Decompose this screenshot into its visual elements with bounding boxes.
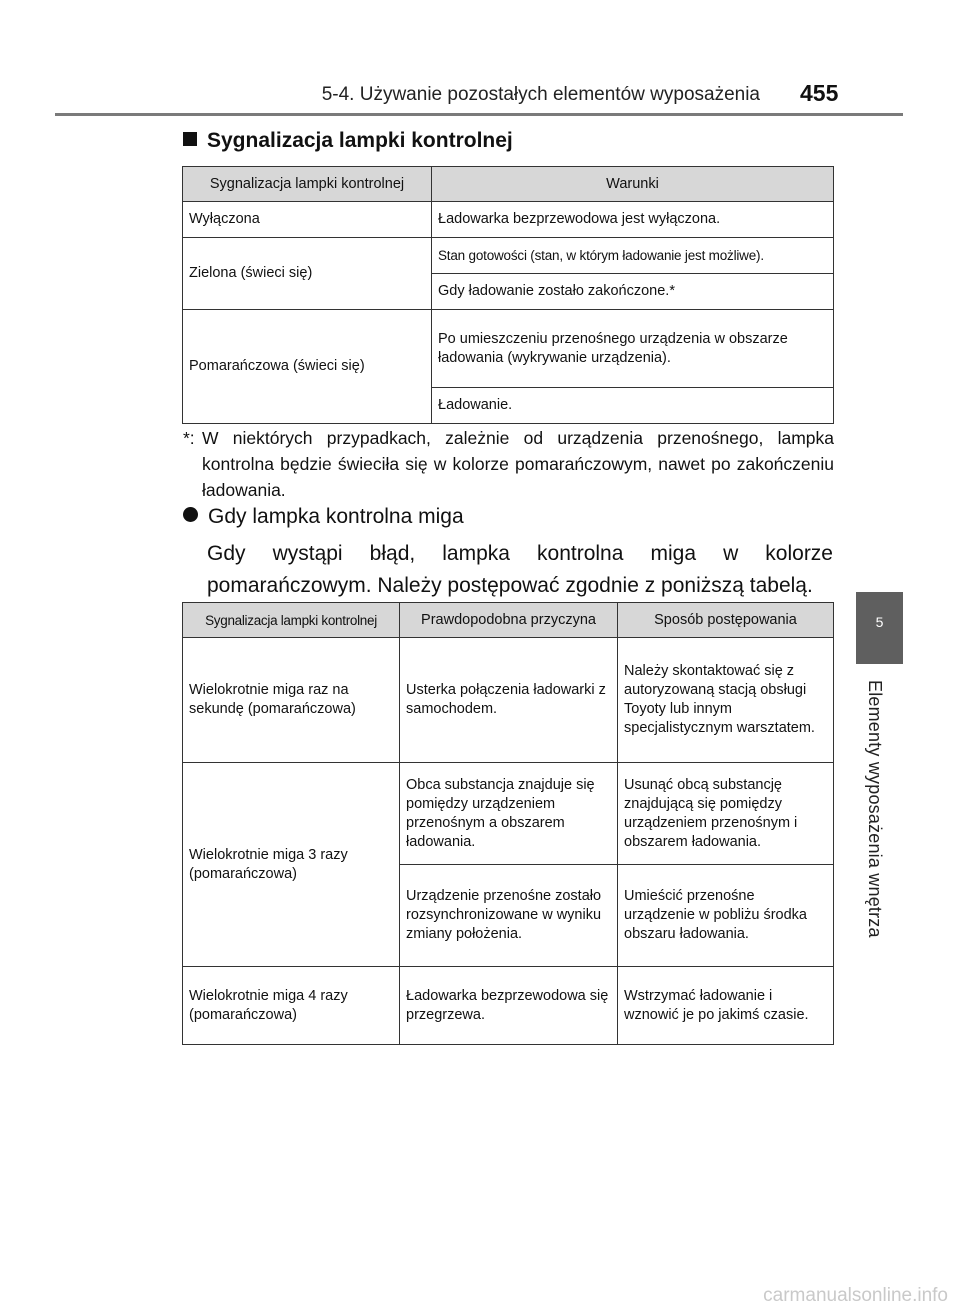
section-title-text: Sygnalizacja lampki kontrolnej	[207, 129, 513, 152]
bullet-heading-text: Gdy lampka kontrolna miga	[208, 505, 464, 528]
signal-cell: Wielokrotnie miga 4 razy (pomarańczowa)	[183, 967, 400, 1045]
condition-cell: Ładowanie.	[432, 388, 834, 424]
table-row	[183, 238, 834, 274]
condition-cell: Ładowarka bezprzewodowa jest wyłączona.	[432, 202, 834, 238]
cause-cell: Urządzenie przenośne zostało rozsynchronizowane w wyniku zmiany położenia.	[400, 865, 618, 967]
table-row	[183, 967, 834, 1045]
condition-cell: Stan gotowości (stan, w którym ładowanie jest możliwe).	[432, 238, 834, 274]
action-cell: Umieścić przenośne urządzenie w pobliżu środka obszaru ładowania.	[618, 865, 834, 967]
watermark: carmanualsonline.info	[763, 1285, 948, 1306]
signal-cell: Zielona (świeci się)	[183, 238, 432, 310]
action-cell: Należy skontaktować się z autoryzowaną stacją obsługi Toyoty lub innym specjalistycznym warsztatem.	[618, 638, 834, 763]
table-header-row	[183, 167, 834, 202]
section-title	[183, 129, 513, 153]
action-cell: Usunąć obcą substancję znajdującą się pomiędzy urządzeniem przenośnym i obszarem ładowania.	[618, 763, 834, 865]
circle-bullet-icon	[183, 507, 198, 522]
cause-cell: Ładowarka bezprzewodowa się przegrzewa.	[400, 967, 618, 1045]
column-header: Warunki	[432, 167, 834, 202]
bullet-heading	[183, 505, 464, 529]
column-header: Sygnalizacja lampki kontrolnej	[183, 603, 400, 638]
condition-cell: Gdy ładowanie zostało zakończone.*	[432, 274, 834, 310]
column-header: Sygnalizacja lampki kontrolnej	[183, 167, 432, 202]
cause-cell: Usterka połączenia ładowarki z samochodem.	[400, 638, 618, 763]
table-row	[183, 202, 834, 238]
square-bullet-icon	[183, 132, 197, 146]
table-header-row	[183, 603, 834, 638]
bullet-paragraph: Gdy wystąpi błąd, lampka kontrolna miga w kolorze pomarańczowym. Należy postępować zgodnie z poniższą tabelą.	[207, 542, 833, 597]
footnote-text: W niektórych przypadkach, zależnie od urządzenia przenośnego, lampka kontrolna będzie świeciła się w kolorze pomarańczowym, nawet po zakończeniu ładowania.	[202, 428, 834, 500]
signal-cell: Wyłączona	[183, 202, 432, 238]
page-number: 455	[800, 80, 839, 106]
table-row	[183, 638, 834, 763]
table-row	[183, 310, 834, 388]
signal-cell: Wielokrotnie miga 3 razy (pomarańczowa)	[183, 763, 400, 967]
condition-cell: Po umieszczeniu przenośnego urządzenia w obszarze ładowania (wykrywanie urządzenia).	[432, 310, 834, 388]
header-divider	[55, 113, 903, 116]
footnote	[183, 425, 834, 503]
table-row	[183, 763, 834, 865]
column-header: Prawdopodobna przyczyna	[400, 603, 618, 638]
cause-cell: Obca substancja znajduje się pomiędzy urządzeniem przenośnym a obszarem ładowania.	[400, 763, 618, 865]
chapter-tab: 5	[856, 592, 903, 664]
blinking-indicator-table	[182, 602, 834, 1045]
column-header: Sposób postępowania	[618, 603, 834, 638]
signal-cell: Wielokrotnie miga raz na sekundę (pomarańczowa)	[183, 638, 400, 763]
footnote-marker: *:	[183, 428, 195, 448]
signal-cell: Pomarańczowa (świeci się)	[183, 310, 432, 424]
indicator-status-table	[182, 166, 834, 424]
chapter-label: Elementy wyposażenia wnętrza	[865, 680, 885, 938]
action-cell: Wstrzymać ładowanie i wznowić je po jakimś czasie.	[618, 967, 834, 1045]
running-header-title: 5-4. Używanie pozostałych elementów wyposażenia	[321, 84, 760, 105]
